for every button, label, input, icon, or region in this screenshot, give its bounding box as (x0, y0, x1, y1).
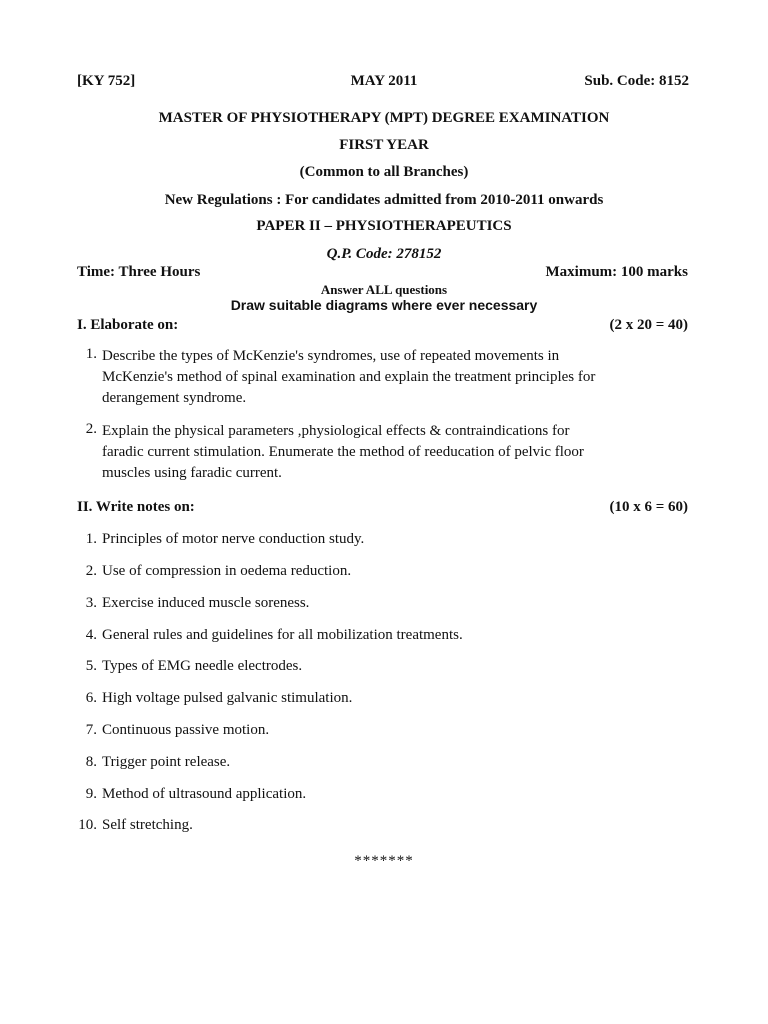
instruction-answer-all: Answer ALL questions (320, 282, 448, 297)
end-mark: ******* (354, 853, 414, 869)
question-line: Explain the physical parameters ,physiological effects & contraindications for (102, 423, 570, 439)
note-number: 5. (85, 658, 97, 674)
max-marks: Maximum: 100 marks (545, 264, 688, 280)
section-2-marks: (10 x 6 = 60) (609, 499, 688, 515)
note-number: 7. (85, 722, 97, 738)
instruction-diagrams: Draw suitable diagrams where ever necessary (230, 297, 538, 313)
exam-regulations: New Regulations : For candidates admitted from 2010-2011 onwards (164, 192, 604, 208)
section-1-heading: I. Elaborate on: (77, 317, 179, 333)
note-number: 4. (85, 627, 97, 643)
note-text: General rules and guidelines for all mobilization treatments. (102, 627, 463, 643)
section-1-marks: (2 x 20 = 40) (609, 317, 688, 333)
note-number: 9. (85, 786, 97, 802)
note-number: 10. (78, 817, 97, 833)
question-line: Describe the types of McKenzie's syndromes, use of repeated movements in (102, 348, 560, 364)
qp-code: Q.P. Code: 278152 (326, 246, 442, 262)
note-number: 8. (85, 754, 97, 770)
paper-code: [KY 752] (77, 73, 136, 89)
note-text: Self stretching. (102, 817, 193, 833)
question-text (102, 421, 584, 484)
note-number: 1. (85, 531, 97, 547)
note-text: Principles of motor nerve conduction study. (102, 531, 365, 547)
note-number: 3. (85, 595, 97, 611)
note-text: Method of ultrasound application. (102, 786, 307, 802)
paper-title: PAPER II – PHYSIOTHERAPEUTICS (256, 218, 512, 234)
note-text: Trigger point release. (102, 754, 231, 770)
note-text: Exercise induced muscle soreness. (102, 595, 310, 611)
exam-branches: (Common to all Branches) (299, 164, 469, 180)
subject-code: Sub. Code: 8152 (584, 73, 689, 89)
exam-session: MAY 2011 (350, 73, 418, 89)
exam-year: FIRST YEAR (339, 137, 429, 153)
question-line: faradic current stimulation. Enumerate the method of reeducation of pelvic floor (102, 444, 584, 460)
question-line: McKenzie's method of spinal examination and explain the treatment principles for (102, 369, 596, 385)
question-number: 2. (85, 421, 97, 437)
exam-time: Time: Three Hours (77, 264, 201, 280)
note-number: 6. (85, 690, 97, 706)
question-line: muscles using faradic current. (102, 465, 282, 481)
note-text: Use of compression in oedema reduction. (102, 563, 352, 579)
question-text (102, 346, 595, 409)
exam-title: MASTER OF PHYSIOTHERAPY (MPT) DEGREE EXAMINATION (158, 110, 610, 126)
note-number: 2. (85, 563, 97, 579)
note-text: Types of EMG needle electrodes. (102, 658, 303, 674)
question-number: 1. (85, 346, 97, 362)
question-line: derangement syndrome. (102, 390, 247, 406)
note-text: High voltage pulsed galvanic stimulation. (102, 690, 353, 706)
note-text: Continuous passive motion. (102, 722, 270, 738)
section-2-heading: II. Write notes on: (77, 499, 195, 515)
